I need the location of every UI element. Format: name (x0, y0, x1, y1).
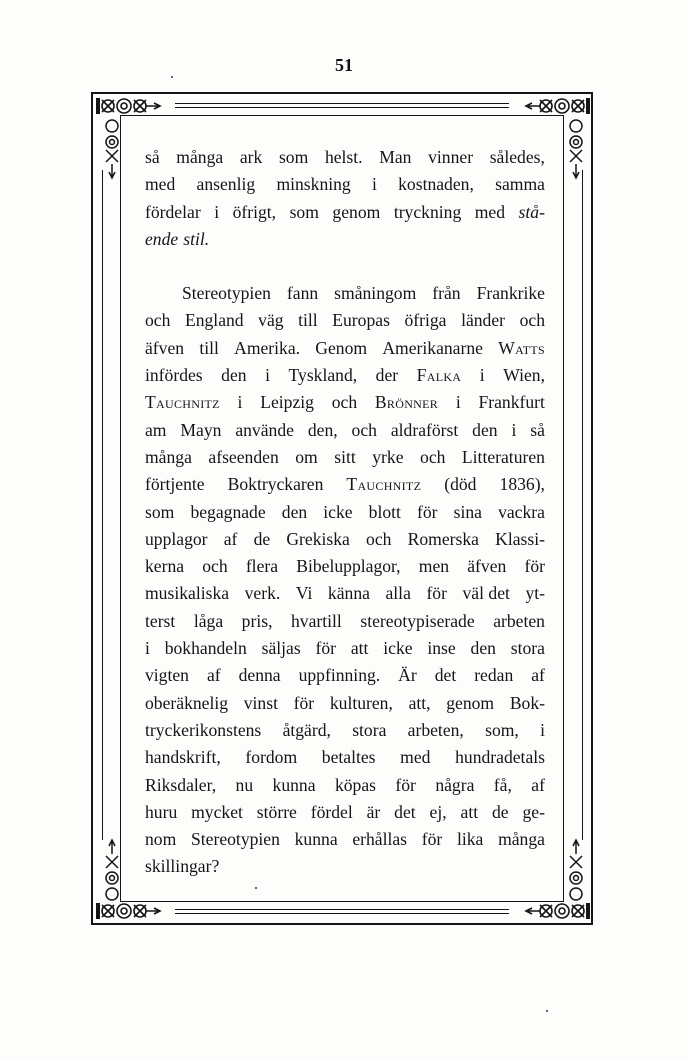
text-line: kerna och flera Bibelupplagor, men äfven för (145, 556, 545, 577)
body-text (145, 144, 545, 881)
text-line: huru mycket större fördel är det ej, att de ge- (145, 801, 545, 822)
text-line: upplagor af de Grekiska och Romerska Klassi- (145, 528, 545, 549)
text-line: terst låga pris, hvartill stereotypiserade arbeten (145, 610, 545, 631)
text-line: am Mayn använde den, och aldraförst den i så (145, 419, 545, 440)
text-line: förtjente Boktryckaren Tauchnitz (död 1836), (145, 474, 545, 495)
text-line: oberäknelig vinst för kulturen, att, genom Bok- (145, 692, 545, 713)
text-line: Riksdaler, nu kunna köpas för några få, af (145, 774, 545, 795)
top-rule (175, 103, 509, 104)
ink-speck (171, 76, 173, 78)
vertical-knot-ornament-icon (565, 838, 587, 908)
text-line: infördes den i Tyskland, der Falka i Wien, (145, 365, 545, 386)
text-line: Tauchnitz i Leipzig och Brönner i Frankfurt (145, 392, 545, 413)
text-line: som begagnade den icke blott för sina vackra (145, 501, 545, 522)
text-line: med ansenlig minskning i kostnaden, samma (145, 174, 545, 195)
ink-speck (546, 1010, 548, 1012)
text-line: äfven till Amerika. Genom Amerikanarne Watts (145, 337, 545, 358)
text-line: i bokhandeln säljas för att icke inse den stora (145, 638, 545, 659)
text-line: ende stil. (145, 228, 210, 249)
text-line: tryckerikonstens åtgärd, stora arbeten, som, i (145, 719, 545, 740)
right-rule (582, 170, 583, 840)
paragraph-gap (145, 253, 545, 280)
text-line: vigten af denna uppfinning. Är det redan af (145, 665, 545, 686)
text-line: och England väg till Europas öfriga länder och (145, 310, 545, 331)
text-line: musikaliska verk. Vi känna alla för väl det yt- (145, 583, 545, 604)
text-line: många afseenden om sitt yrke och Litteraturen (145, 446, 545, 467)
text-line: nom Stereotypien kunna erhållas för lika många (145, 829, 545, 850)
left-rule (102, 170, 103, 840)
text-line: Stereotypien fann småningom från Frankrike (182, 283, 545, 304)
text-line: skillingar? (145, 856, 220, 877)
page-number: 51 (335, 55, 353, 75)
vertical-knot-ornament-icon (565, 110, 587, 180)
vertical-knot-ornament-icon (101, 110, 123, 180)
top-rule-2 (175, 107, 509, 108)
bottom-rule-2 (175, 913, 509, 914)
ink-speck (255, 887, 257, 889)
text-line: så många ark som helst. Man vinner således, (145, 147, 545, 167)
text-line: handskrift, fordom betaltes med hundradetals (145, 747, 545, 768)
vertical-knot-ornament-icon (101, 838, 123, 908)
bottom-rule (175, 909, 509, 910)
text-line: fördelar i öfrigt, som genom tryckning med stå- (145, 201, 545, 222)
